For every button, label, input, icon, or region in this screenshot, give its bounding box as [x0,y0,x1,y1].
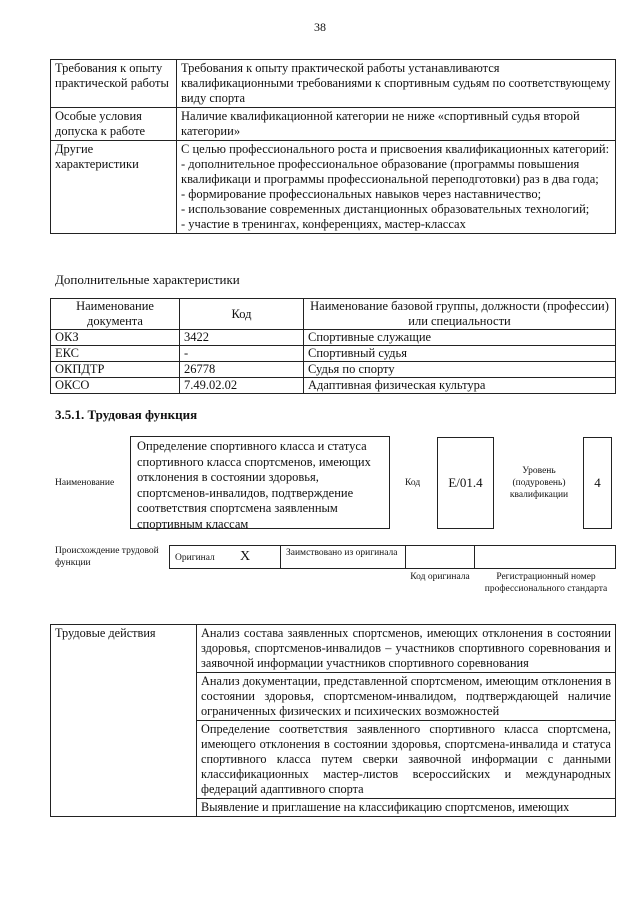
table-row [51,108,616,141]
text-line: - дополнительное профессиональное образование (программы повышения квалификаци и программы профессиональной переподготовки) раз в два года; [181,157,599,186]
requirements-table [50,59,616,234]
text-line: С целью профессионального роста и присвоения квалификационных категорий: [181,142,610,156]
table-row [51,330,616,346]
row-label: Требования к опыту практической работы [51,60,177,108]
action-item: Определение соответствия заявленного спортивного класса спортсмена, имеющего отклонения в состоянии здоровья, спортсмена-инвалида и статуса спортивного класса путем сверки заявочной информации с данными классификационных мастер-листов всероссийских и международных федераций адаптивного спорта [197,721,616,799]
table-cell: Спортивные служащие [304,330,616,346]
table-row [51,625,616,673]
table-cell: 7.49.02.02 [180,378,304,394]
code-label: Код [405,478,421,488]
section-title: Дополнительные характеристики [55,272,240,287]
reg-num-box [474,545,616,569]
reg-num-label: Регистрационный номер профессионального стандарта [484,572,608,594]
action-item: Анализ документации, представленной спортсменом, имеющим отклонения в состоянии здоровья, спортсменом-инвалидом, подтверждающей наличие ограниченных физических и психических возможностей [197,673,616,721]
column-header: Наименование базовой группы, должности (профессии) или специальности [304,299,616,330]
original-label: Оригинал [175,553,215,563]
row-label: Особые условия допуска к работе [51,108,177,141]
row-value [177,141,616,234]
actions-label: Трудовые действия [51,625,197,817]
table-row [51,141,616,234]
row-value: Наличие квалификационной категории не ниже «спортивный судья второй категории» [177,108,616,141]
additional-table [50,298,616,394]
action-item: Анализ состава заявленных спортсменов, имеющих отклонения в состоянии здоровья, спортсменов-инвалидов – участников спортивного соревнования и заявочной информации участников спортивного соревнования [197,625,616,673]
origin-label: Происхождение трудовой функции [55,546,159,568]
orig-code-label: Код оригинала [410,572,470,582]
table-cell: 26778 [180,362,304,378]
column-header: Наименование документа [51,299,180,330]
table-cell: ОКПДТР [51,362,180,378]
text-line: - формирование профессиональных навыков через наставничество; [181,187,542,201]
function-code-box [437,437,494,529]
function-name-box: Определение спортивного класса и статуса спортивного класса спортсменов, имеющих отклонения в состоянии здоровья, спортсменов-инвалидов, подтверждение соответствия спортсмена заявленным спортивным классам [130,436,390,529]
action-item: Выявление и приглашение на классификацию спортсменов, имеющих [197,799,616,817]
table-header-row [51,299,616,330]
labor-actions-table [50,624,616,817]
row-label: Другие характеристики [51,141,177,234]
text-line: - использование современных дистанционных образовательных технологий; [181,202,590,216]
borrowed-box: Заимствовано из оригинала [280,545,406,569]
column-header: Код [180,299,304,330]
table-cell: ОКЗ [51,330,180,346]
function-code: Е/01.4 [448,475,483,490]
table-row [51,346,616,362]
table-cell: 3422 [180,330,304,346]
section-heading: 3.5.1. Трудовая функция [55,407,198,422]
table-cell: Судья по спорту [304,362,616,378]
level-label: Уровень (подуровень) квалификации [509,466,569,500]
table-row [51,362,616,378]
name-label: Наименование [55,478,115,488]
table-cell: ОКСО [51,378,180,394]
text-line: - участие в тренингах, конференциях, мастер-классах [181,217,466,231]
row-value: Требования к опыту практической работы устанавливаются квалификационными требованиями к спортивным судьям по соответствующему виду спорта [177,60,616,108]
table-cell: Адаптивная физическая культура [304,378,616,394]
orig-code-box [405,545,475,569]
original-mark: X [240,549,251,564]
table-cell: ЕКС [51,346,180,362]
level-value: 4 [594,475,601,490]
table-row [51,378,616,394]
table-cell: - [180,346,304,362]
level-box [583,437,612,529]
original-box [169,545,281,569]
table-cell: Спортивный судья [304,346,616,362]
page-number: 38 [314,20,326,34]
table-row [51,60,616,108]
